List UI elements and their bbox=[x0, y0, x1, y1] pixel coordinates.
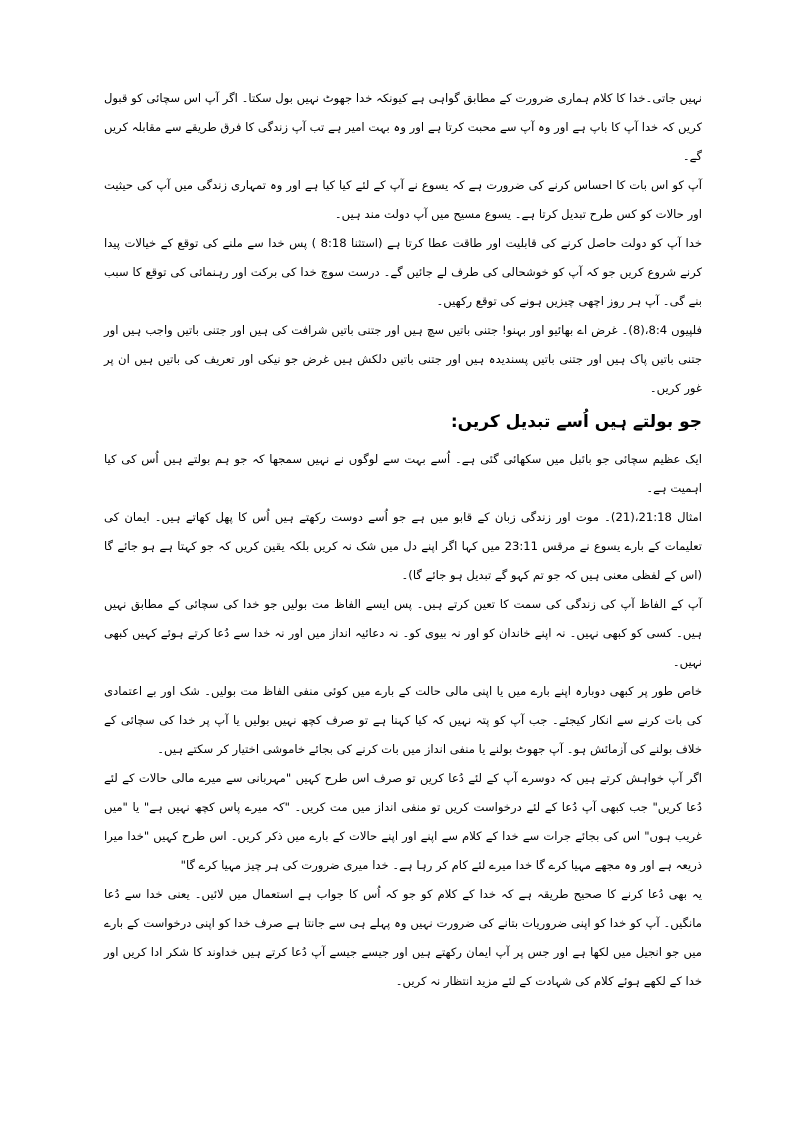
paragraph-prayer-request: اگر آپ خواہش کرتے ہیں کہ دوسرے آپ کے لئے دُعا کریں تو صرف اس طرح کہیں "مہربانی سے میرے مالی حالات کے لئے دُعا کریں" جب کبھی آپ دُعا کے لئے درخواست کریں تو منفی انداز میں مت کریں۔ "کہ میرے پاس کچھ نہیں ہے" یا "میں غریب ہوں" اس کی بجائے جرات سے خدا کے کلام سے اپنے اور اپنے حالات کے بارے میں ذکر کریں۔ اس طرح کہیں "خدا میرا ذریعہ ہے اور وہ مجھے مہیا کرے گا خدا میرے لئے کام کر رہا ہے۔ خدا میری ضرورت کی ہر چیز مہیا کرے گا" bbox=[104, 771, 702, 872]
paragraph-philippians: فلپیوں 8:4،(8)۔ غرض اے بھائیو اور بہنو! جتنی باتیں سچ ہیں اور جتنی باتیں شرافت کی ہیں اور جتنی باتیں واجب ہیں اور جتنی باتیں پاک ہیں اور جتنی باتیں پسندیدہ ہیں اور جتنی باتیں دلکش ہیں غرض جو نیکی اور تعریف کی باتیں ہیں ان پر غور کریں۔ bbox=[104, 323, 702, 395]
paragraph-right-prayer: یہ بھی دُعا کرنے کا صحیح طریقہ ہے کہ خدا کے کلام کو جو کہ اُس کا جواب ہے استعمال میں لائیں۔ یعنی خدا سے دُعا مانگیں۔ آپ کو خدا کو اپنی ضروریات بتانے کی ضرورت نہیں وہ پہلے ہی سے جانتا ہے صرف خدا کو اپنی درخواست کے بارے میں جو انجیل میں لکھا ہے اور جس پر آپ ایمان رکھتے ہیں اور جیسے جیسے آپ دُعا کرتے ہیں خداوند کا شکر ادا کریں اور خدا کے لکھے ہوئے کلام کی شہادت کے لئے مزید انتظار نہ کریں۔ bbox=[104, 887, 702, 988]
paragraph-proverbs: امثال 21:18،(21)۔ موت اور زندگی زبان کے قابو میں ہے جو اُسے دوست رکھتے ہیں اُس کا پھل کھاتے ہیں۔ ایمان کی تعلیمات کے بارے یسوع نے مرقس 23:11 میں کہا اگر اپنے دل میں شک نہ کریں بلکہ یقین کریں کہ جو کہتا ہے ہو جائے گا (اس کے لفظی معنی ہیں کہ جو تم کہو گے تبدیل ہو جائے گا)۔ bbox=[104, 510, 703, 582]
paragraph-father-truth: نہیں جاتی۔خدا کا کلام ہماری ضرورت کے مطابق گواہی ہے کیونکہ خدا جھوٹ نہیں بول سکتا۔ اگر آپ اس سچائی کو قبول کریں کہ خدا آپ کا باپ ہے اور وہ آپ سے محبت کرتا ہے اور وہ بہت امیر ہے تب آپ زندگی کا فرق طریقے سے مقابلہ کریں گے۔ bbox=[104, 91, 702, 163]
section-heading: جو بولتے ہیں اُسے تبدیل کریں: bbox=[450, 412, 702, 432]
paragraph-no-negative-words: خاص طور پر کبھی دوبارہ اپنے بارے میں یا اپنی مالی حالت کے بارے میں کوئی منفی الفاظ مت بولیں۔ شک اور بے اعتمادی کی بات کرنے سے انکار کیجئے۔ جب آپ کو پتہ نہیں کہ کیا کہنا ہے تو صرف کچھ نہیں بولیں یا آپ پر خدا کی سچائی کے خلاف بولنے کی آزمائش ہو۔ آپ جھوٹ بولنے یا منفی انداز میں بات کرنے کی بجائے خاموشی اختیار کر سکتے ہیں۔ bbox=[104, 684, 702, 756]
document-page bbox=[104, 84, 702, 996]
paragraph-words-direction: آپ کے الفاظ آپ کی زندگی کی سمت کا تعین کرتے ہیں۔ پس ایسے الفاظ مت بولیں جو خدا کی سچائی کے مطابق نہیں ہیں۔ کسی کو کبھی نہیں۔ نہ اپنے خاندان کو اور نہ بیوی کو۔ نہ دعائیہ انداز میں اور نہ خدا سے دُعا کرتے ہوئے کہیں کبھی نہیں۔ bbox=[104, 597, 702, 669]
paragraph-deuteronomy: خدا آپ کو دولت حاصل کرنے کی قابلیت اور طاقت عطا کرتا ہے (استثنا 8:18 ) پس خدا سے ملنے کی توقع کے خیالات پیدا کرنے شروع کریں جو کہ آپ کو خوشحالی کی طرف لے جائیں گے۔ درست سوچ خدا کی برکت اور رہنمائی کی توقع کا سبب بنے گی۔ آپ ہر روز اچھی چیزیں ہونے کی توقع رکھیں۔ bbox=[104, 236, 703, 308]
paragraph-great-truth: ایک عظیم سچائی جو بائبل میں سکھائی گئی ہے۔ اُسے بہت سے لوگوں نے نہیں سمجھا کہ جو ہم بولتے ہیں اُس کی کیا اہمیت ہے۔ bbox=[104, 452, 702, 495]
paragraph-jesus-riches: آپ کو اس بات کا احساس کرنے کی ضرورت ہے کہ یسوع نے آپ کے لئے کیا کیا ہے اور وہ تمہاری زندگی میں آپ کی حیثیت اور حالات کو کس طرح تبدیل کرتا ہے۔ یسوع مسیح میں آپ دولت مند ہیں۔ bbox=[104, 178, 702, 221]
